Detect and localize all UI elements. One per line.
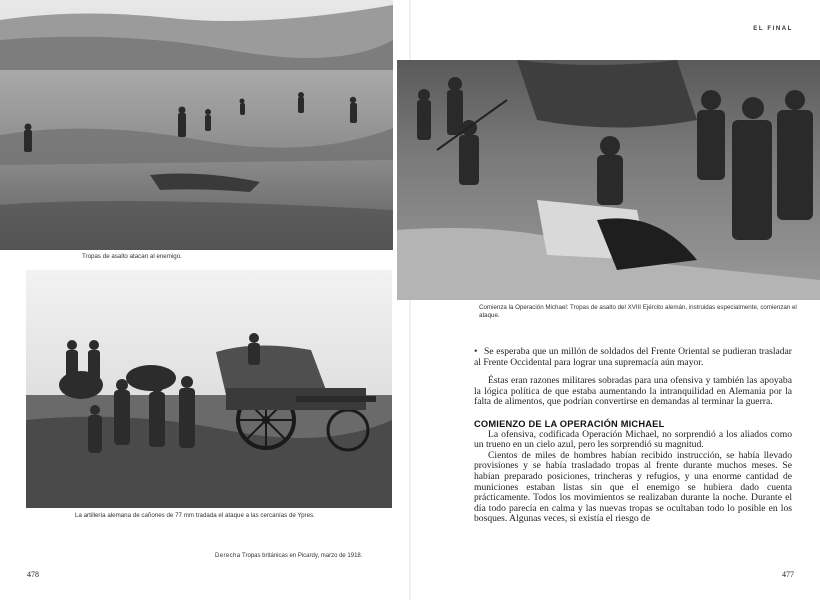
- right-page: [410, 0, 820, 600]
- caption-top: Tropas de asalto atacan al enemigo.: [82, 253, 182, 260]
- footnote-text: Tropas británicas en Picardy, marzo de 1918.: [242, 553, 363, 559]
- page-number-right: 477: [782, 570, 794, 579]
- caption-right-photo: Comienza la Operación Michael: Tropas de asalto del XVIII Ejército alemán, instruidas especialmente, comienzan el ataque.: [479, 304, 797, 319]
- page-number-left: 478: [27, 570, 39, 579]
- photo-artillery: [26, 270, 392, 508]
- paragraph-2: Éstas eran razones militares sobradas para una ofensiva y también las apoyaba la lógica política de que estaba aumentando la intranquilidad en Alemania por la falta de alimentos, que podrían convertirse en demandas al terminar la guerra.: [474, 375, 792, 408]
- footnote-label: Derecha: [215, 553, 241, 559]
- section-heading: COMIENZO DE LA OPERACIÓN MICHAEL: [474, 418, 665, 429]
- photo-trench-assault: [397, 60, 820, 300]
- body-text: [474, 347, 792, 525]
- section-paragraph-2: Cientos de miles de hombres habían recibido instrucción, se había llevado provisiones y se había trasladado tropas al frente durante muchos meses. Se habían preparado posiciones, trincheras y refugios, y una enorme cantidad de municiones estaban listas sin que el enemigo se hubiera dado cuenta prácticamente. Todos los movimientos se realizaban durante la noche. Durante el día todo parecía en calma y las nuevas tropas se ocultaban todo lo posible en los bosques. Algunas veces, si existía el riesgo de: [474, 449, 792, 525]
- caption-bottom: La artillería alemana de cañones de 77 mm tradada el ataque a las cercanías de Ypres.: [75, 512, 315, 519]
- running-header: EL FINAL: [753, 26, 793, 32]
- photo-assault-troops: [0, 0, 393, 250]
- bullet-icon: •: [474, 346, 478, 357]
- bullet-paragraph: • Se esperaba que un millón de soldados del Frente Oriental se pudieran trasladar al Frente Occidental para lograr una supremacía aún mayor.: [474, 346, 792, 368]
- footnote: [215, 553, 362, 559]
- section-paragraph-1: La ofensiva, codificada Operación Michael, no sorprendió a los aliados como un trueno en un cielo azul, pero les sorprendió su magnitud.: [474, 428, 792, 451]
